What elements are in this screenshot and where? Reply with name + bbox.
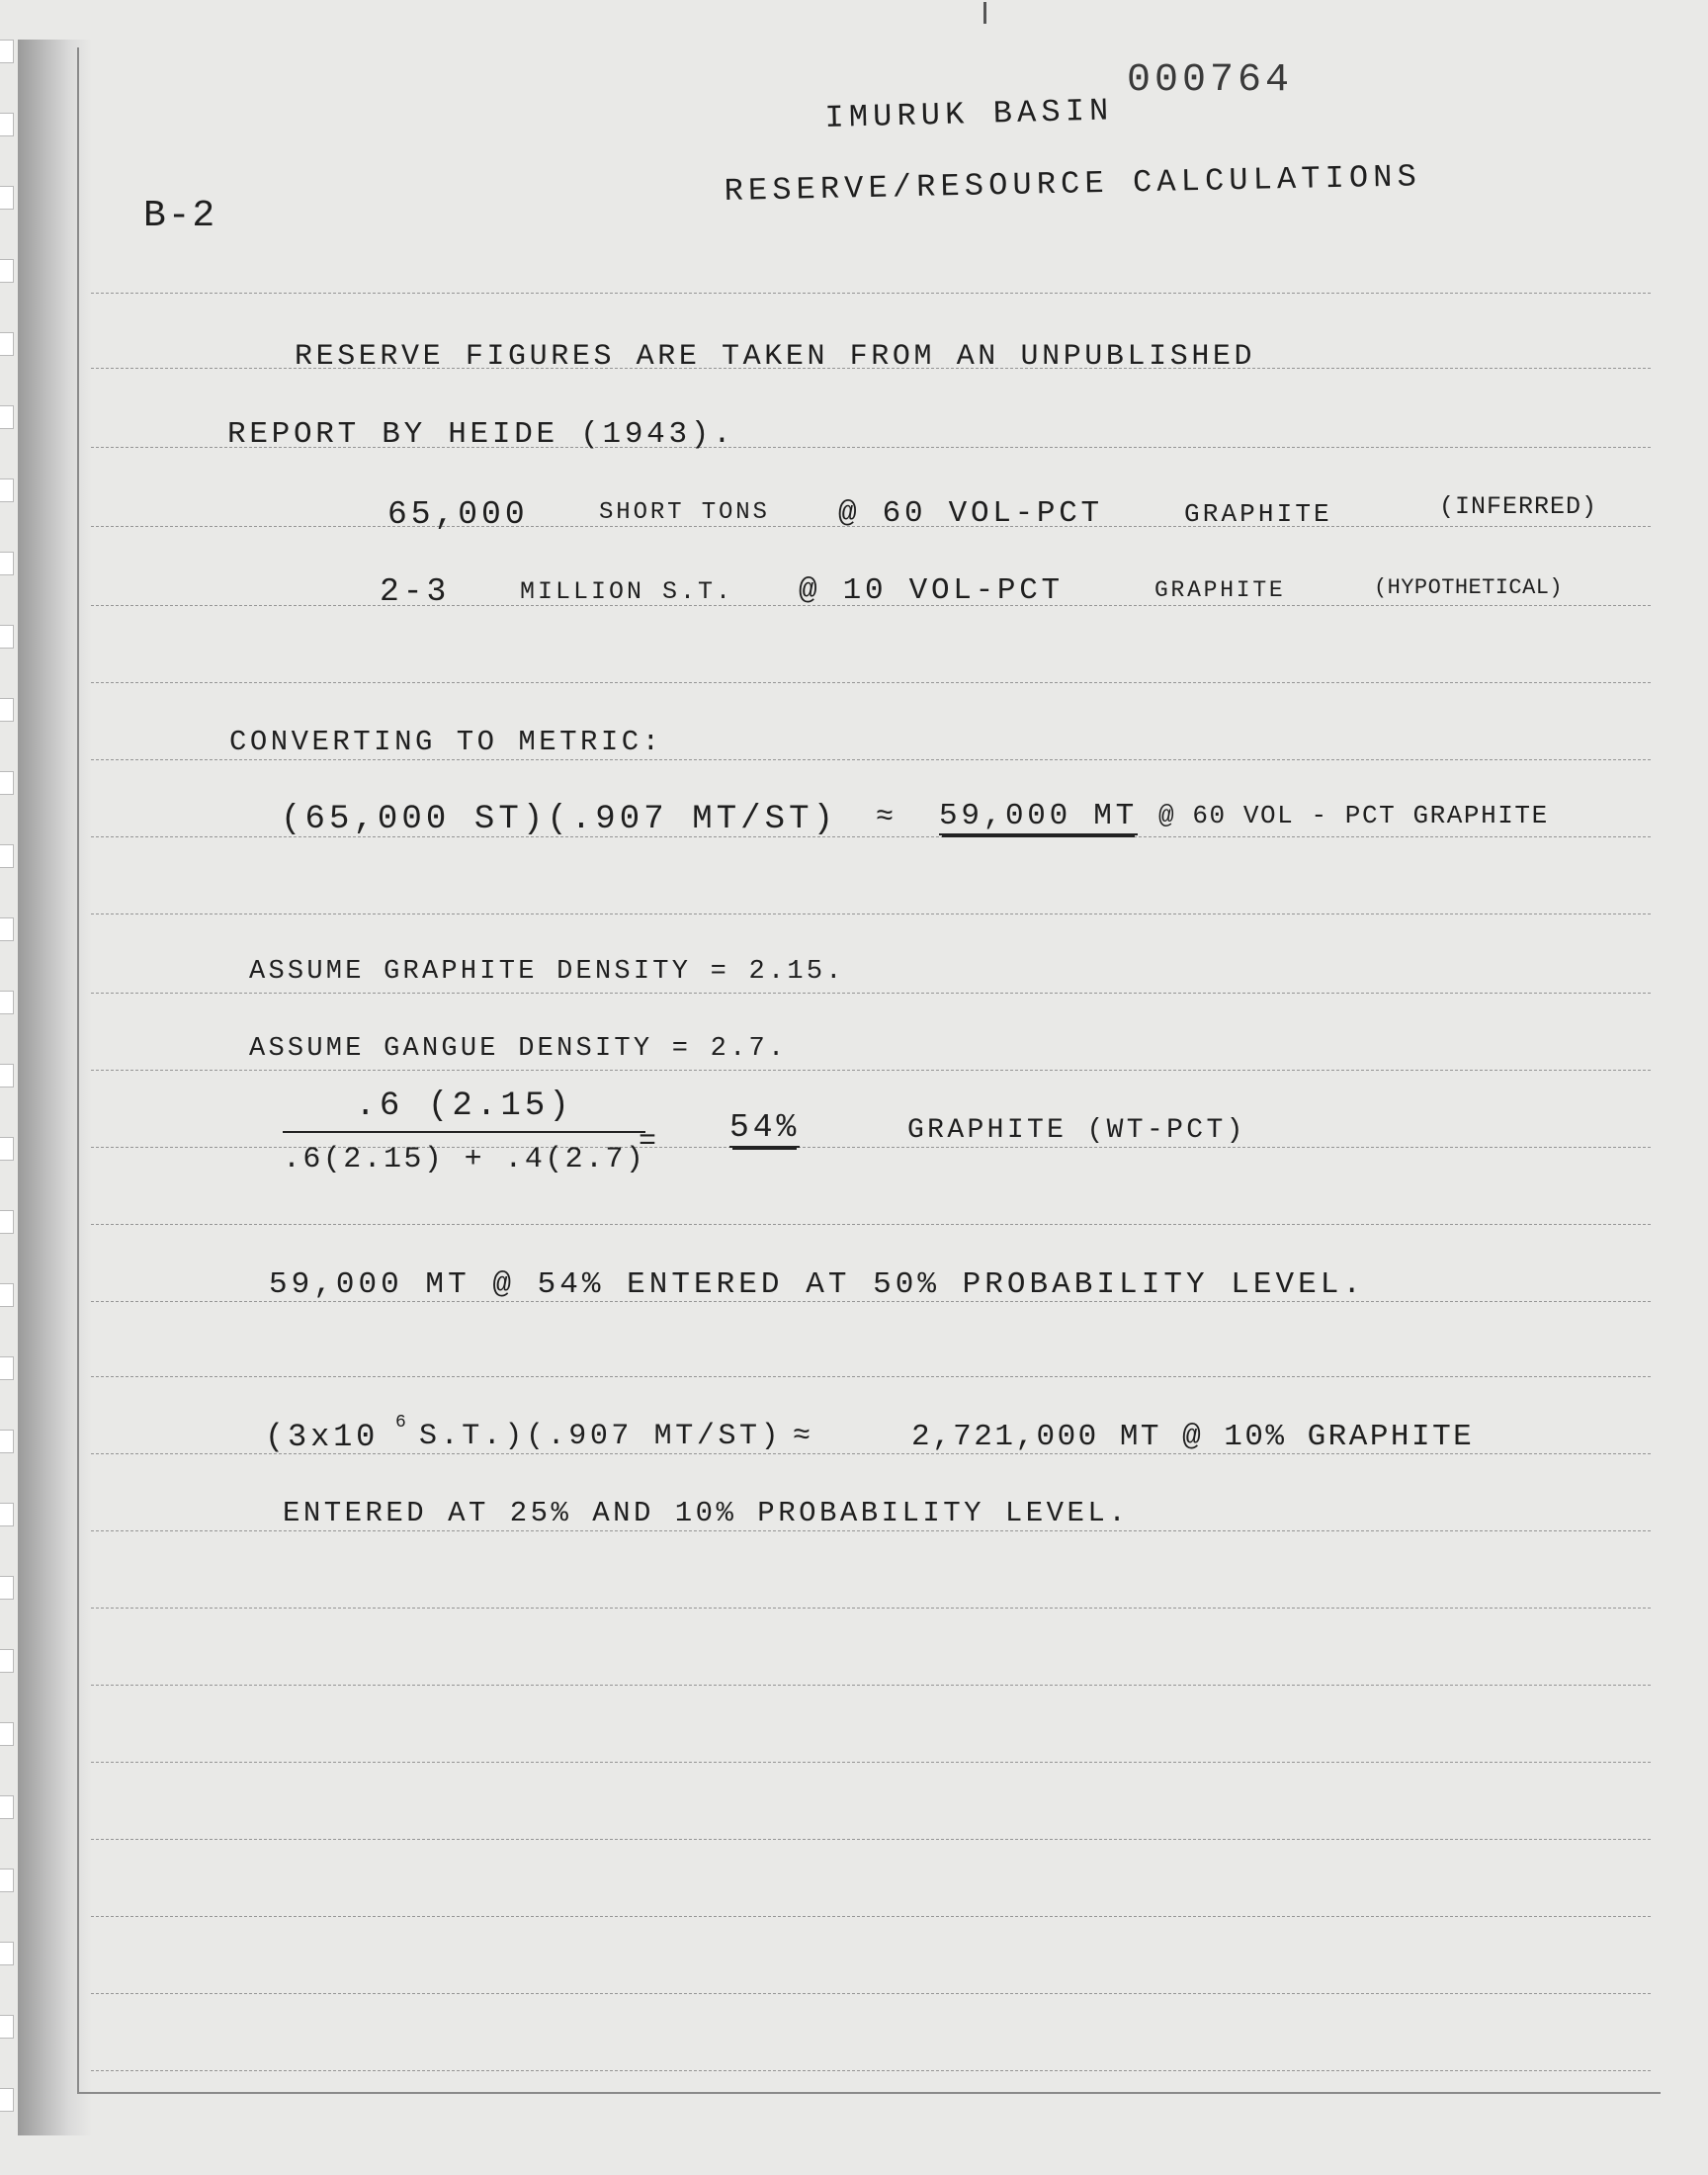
inferred-category: (INFERRED) [1439, 492, 1598, 521]
conversion-2-approx: ≈ [793, 1420, 814, 1453]
entered-line-2: ENTERED AT 25% AND 10% PROBABILITY LEVEL. [283, 1497, 1130, 1529]
binder-hole [0, 405, 14, 429]
binder-hole [0, 1430, 14, 1453]
conversion-2-expression-rest: S.T.)(.907 MT/ST) [419, 1420, 783, 1453]
document-number: 000764 [1127, 58, 1294, 103]
rule-line [91, 914, 1651, 915]
entered-line-1: 59,000 MT @ 54% ENTERED AT 50% PROBABILITY LEVEL. [269, 1267, 1366, 1302]
binder-hole [0, 1795, 14, 1819]
binder-hole [0, 1503, 14, 1526]
conversion-1-approx: ≈ [876, 801, 897, 834]
binder-hole [0, 113, 14, 136]
rule-line [91, 759, 1651, 761]
binder-hole [0, 186, 14, 210]
binder-hole [0, 2015, 14, 2039]
fraction-denominator: .6(2.15) + .4(2.7) [283, 1143, 646, 1176]
rule-line [91, 293, 1651, 295]
binder-hole [0, 259, 14, 283]
conversion-2-expression: (3x10 [265, 1419, 380, 1455]
rule-line [91, 2070, 1651, 2072]
page-label: B-2 [143, 195, 217, 237]
rule-line [91, 1839, 1651, 1841]
binder-hole [0, 1283, 14, 1307]
hypothetical-category: (HYPOTHETICAL) [1374, 575, 1563, 600]
conversion-2-result: 2,721,000 MT @ 10% GRAPHITE [911, 1420, 1475, 1454]
binder-holes [0, 40, 18, 2155]
document-subtitle: RESERVE/RESOURCE CALCULATIONS [724, 158, 1422, 210]
rule-line [91, 1070, 1651, 1072]
rule-line [91, 1376, 1651, 1378]
rule-line [91, 682, 1651, 684]
binder-hole [0, 1649, 14, 1673]
inferred-commodity: GRAPHITE [1184, 499, 1332, 529]
assume-graphite-density: ASSUME GRAPHITE DENSITY = 2.15. [249, 957, 845, 987]
hypothetical-unit: MILLION S.T. [520, 577, 734, 606]
binder-hole [0, 40, 14, 63]
conversion-1-result: 59,000 MT [939, 799, 1138, 833]
inferred-grade: @ 60 VOL-PCT [838, 496, 1103, 531]
binder-hole [0, 1210, 14, 1234]
intro-line-1: RESERVE FIGURES ARE TAKEN FROM AN UNPUBLISHED [295, 340, 1256, 374]
binder-hole [0, 1576, 14, 1600]
conversion-1-grade: @ 60 VOL - PCT GRAPHITE [1158, 801, 1549, 830]
binder-hole [0, 1137, 14, 1161]
binder-hole [0, 1064, 14, 1088]
converting-label: CONVERTING TO METRIC: [229, 726, 663, 758]
inferred-tonnage: 65,000 [387, 496, 529, 533]
binder-hole [0, 991, 14, 1014]
hypothetical-tonnage: 2-3 [380, 573, 451, 610]
conversion-1-expression: (65,000 ST)(.907 MT/ST) [281, 801, 838, 838]
rule-line [91, 1685, 1651, 1687]
scan-mark [983, 2, 986, 24]
hypothetical-commodity: GRAPHITE [1154, 577, 1286, 603]
intro-line-2: REPORT BY HEIDE (1943). [227, 417, 735, 452]
binder-hole [0, 1356, 14, 1380]
rule-line [91, 1224, 1651, 1226]
document-title: IMURUK BASIN [824, 92, 1114, 136]
binder-hole [0, 332, 14, 356]
fraction-result: 54% [729, 1109, 801, 1146]
inferred-unit: SHORT TONS [599, 499, 770, 526]
binder-hole [0, 552, 14, 575]
conversion-2-exponent: 6 [395, 1413, 408, 1433]
binder-hole [0, 771, 14, 795]
fraction-equals: = [639, 1125, 660, 1159]
fraction-numerator: .6 (2.15) [283, 1088, 645, 1133]
binder-hole [0, 1869, 14, 1892]
assume-gangue-density: ASSUME GANGUE DENSITY = 2.7. [249, 1034, 788, 1064]
binder-hole [0, 2088, 14, 2112]
rule-line [91, 1762, 1651, 1764]
rule-line [91, 1916, 1651, 1918]
binder-hole [0, 1942, 14, 1965]
binder-hole [0, 625, 14, 649]
rule-line [91, 1993, 1651, 1995]
binder-hole [0, 1722, 14, 1746]
fraction-label: GRAPHITE (WT-PCT) [907, 1115, 1246, 1146]
rule-line [91, 1608, 1651, 1610]
hypothetical-grade: @ 10 VOL-PCT [799, 573, 1064, 608]
binder-hole [0, 844, 14, 868]
binder-hole [0, 478, 14, 502]
rule-line [91, 993, 1651, 995]
weight-percent-fraction [283, 1088, 645, 1176]
binder-hole [0, 917, 14, 941]
binder-hole [0, 698, 14, 722]
rule-line [91, 1530, 1651, 1532]
